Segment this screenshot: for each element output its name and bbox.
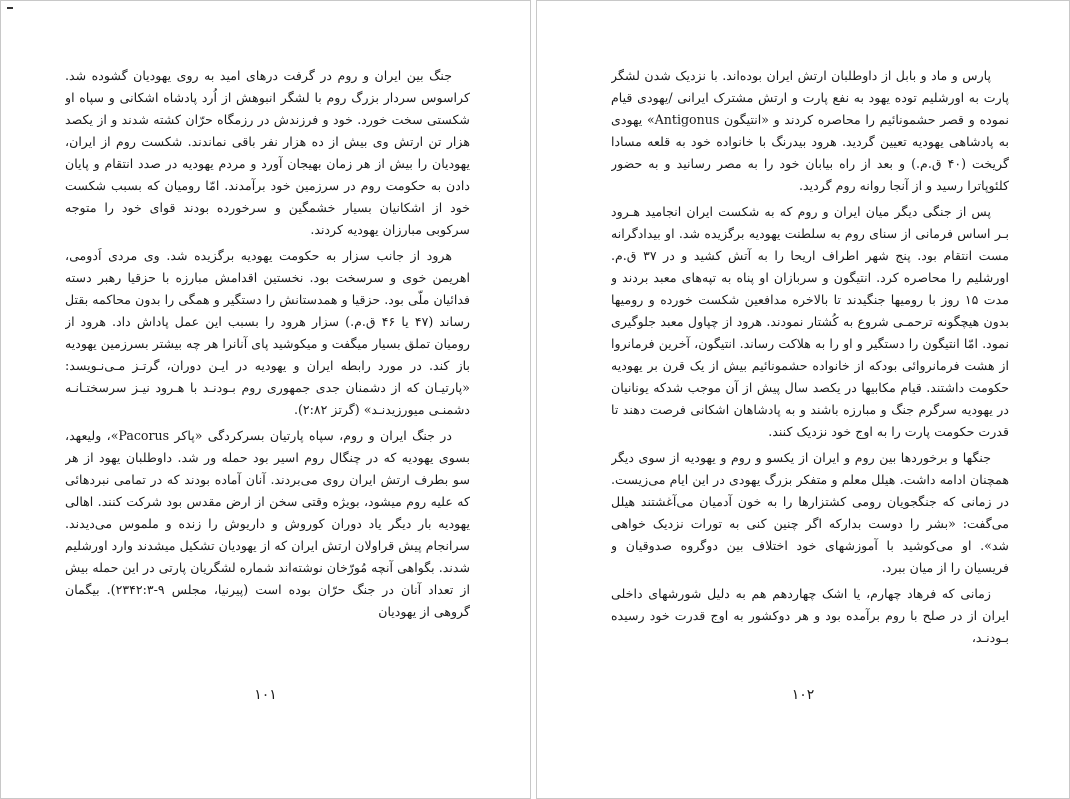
right-page	[536, 0, 1070, 799]
left-page-body	[65, 65, 470, 685]
paragraph: زمانی که فرهاد چهارم، یا اشک چهاردهم هم به دلیل شورشهای داخلی ایران از در صلح با روم برآمده بود و هر دوکشور به اوج قدرت خود رسیده بـودنـد،	[611, 586, 1009, 645]
left-page	[0, 0, 531, 799]
paragraph: جنگها و برخوردها بین روم و ایران از یکسو و روم و یهودیه از سوی دیگر همچنان ادامه داشت. هیلل معلم و متفکر بزرگ یهودی در این ایام می‌زیست. در زمانی که جنگجویان رومی کشتزارها را به خون آدمیان می‌آغشتند هیلل می‌گفت: «بشر را دوست بدارکه اگر چنین کنی به تورات نزدیک خواهی شد». او می‌کوشید با آموزشهای خود اختلاف بین دوگروه صدوقیان و فریسیان را از میان ببرد.	[611, 450, 1009, 575]
paragraph: جنگ بین ایران و روم در گرفت درهای امید به روی یهودیان گشوده شد. کراسوس سردار بزرگ روم با لشگر انبوهش از اُرد پادشاه اشکانی و سپاه او شکستی سخت خورد. خود و فرزندش در رزمگاه حرّان کشته شدند و از یکصد هزار تن ارتش وی بیش از ده هزار نفر باقی نماندند. شکست روم از ایران، یهودیان را بیش از هر زمان بهیجان آورد و مردم یهودیه در صدد انتقام و پایان دادن به حکومت روم در سرزمین خود برآمدند. امّا رومیان که بسبب شکست خود از اشکانیان بسیار خشمگین و سرخورده بودند قوای خود را متوجه سرکوبی مبارزان یهودیه کردند.	[65, 68, 470, 237]
right-page-body	[611, 65, 1009, 685]
paragraph: پارس و ماد و بابل از داوطلبان ارتش ایران بوده‌اند. با نزدیک شدن لشگر پارت به اورشلیم توده یهود به نفع پارت و ارتش مشترک ایرانی /یهودی قیام نموده و قصر حشمونائیم را محاصره کردند و «انتیگون Antigonus» یهودی به پادشاهی یهودیه تعیین گردید. هرود بیدرنگ با خانواده خود به قلعه مسادا گریخت (۴۰ ق.م.) و بعد از راه بیابان خود را به مصر رسانید و به حضور کلئوپاترا رسید و از آنجا روانه روم گردید.	[611, 68, 1009, 193]
paragraph: در جنگ ایران و روم، سپاه پارتیان بسرکردگی «پاکر Pacorus»، ولیعهد، بسوی یهودیه که در چنگال روم اسیر بود حمله ور شد. داوطلبان یهود از هر سو بطرف ارتش ایران روی می‌بردند. آنان آماده بودند که در تمامی نبردهائی که علیه روم میشود، بویژه وقتی سخن از ارض مقدس بود شرکت کنند. اهالی یهودیه بار دیگر یاد دوران کوروش و داریوش را زنده و ملموس می‌دیدند. سرانجام پیش قراولان ارتش ایران که از یهودیان تشکیل میشدند وارد اورشلیم شدند. بگواهی آنچه مُورّخان نوشته‌اند شماره لشگریان پارتی در این حمله بیش از تعداد آنان در جنگ حرّان بوده است (پیرنیا، مجلس ۹-۲۳۴۲:۳). بیگمان گروهی از یهودیان	[65, 428, 470, 619]
paragraph: هرود از جانب سزار به حکومت یهودیه برگزیده شد. وی مردی اَدومی، اهریمن خوی و سرسخت بود. نخستین اقدامش مبارزه با حزقیا رهبر دسته فدائیان ملّی بود. حزقیا و همدستانش را دستگیر و همگی را بدون محاکمه بقتل رساند (۴۷ یا ۴۶ ق.م.) سزار هرود را بسبب این عمل پاداش داد. هرود از رومیان تملق بسیار میگفت و میکوشید پای آنانرا هر چه بیشتر بسرزمین یهودیه باز کند. در مورد رابطه ایران و یهودیه در ایـن دوران، گرتـز مـی‌نـویسد: «پارتیـان که از دشمنان جدی جمهوری روم بـودنـد با هـرود نیـز سرسختـانـه دشمنـی میورزیدنـد» (گرتز ۲:۸۲).	[65, 248, 470, 417]
page-number: ۱۰۱	[254, 687, 277, 703]
paragraph: پس از جنگی دیگر میان ایران و روم که به شکست ایران انجامید هـرود بـر اساس فرمانی از سنای روم به سلطنت یهودیه برگزیده شد. او بیدادگرانه مست انتقام بود. پنج شهر اطراف اریحا را به آتش کشید و در ۳۷ ق.م. اورشلیم را محاصره کرد. انتیگون و سربازان او پناه به تپه‌های معبد بردند و مدت ۱۵ روز با رومیها جنگیدند تا بالاخره مدافعین شکست خورده و رومیها بدون هیچگونه ترحمـی شروع به کُشتار نمودند. هرود از چپاول معبد جلوگیری نمود. امّا انتیگون را دستگیر و او را به هلاکت رساند. انتیگون، آخرین فرمانروا از هشت فرمانروائی بودکه از خانواده حشمونائیم بیش از یک قرن بر یهودیه حکومت داشتند. قیام مکابیها در یکصد سال پیش از آن موجب شدکه یونانیان در یهودیه سرگرم جنگ و مبارزه باشند و به پادشاهان اشکانی فرصت دهند تا قدرت حکومت پارت را به اوج خود نزدیک کنند.	[611, 204, 1009, 439]
corner-mark	[7, 7, 13, 9]
page-number: ۱۰۲	[791, 687, 815, 703]
